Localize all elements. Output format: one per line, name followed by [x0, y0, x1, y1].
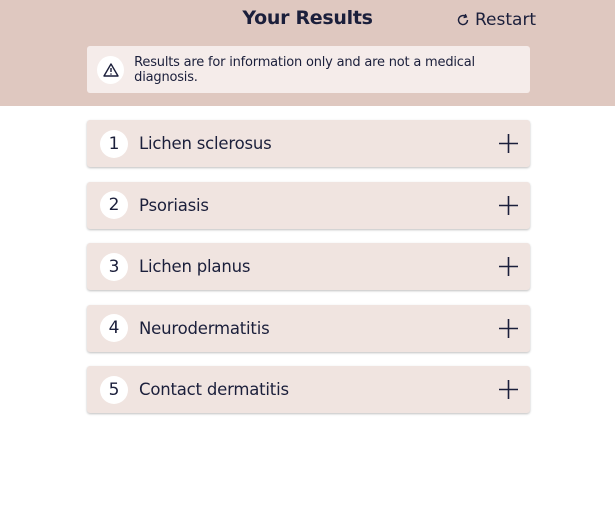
result-item-lichen-sclerosus[interactable]	[87, 120, 530, 167]
refresh-icon	[456, 13, 470, 27]
page-title: Your Results	[242, 7, 373, 29]
result-item-neurodermatitis[interactable]	[87, 305, 530, 352]
plus-icon[interactable]	[499, 257, 518, 276]
rank-badge: 5	[100, 376, 128, 404]
result-name: Contact dermatitis	[139, 380, 289, 399]
results-header	[0, 0, 615, 106]
result-name: Lichen planus	[139, 257, 251, 276]
plus-icon[interactable]	[499, 380, 518, 399]
rank-badge: 1	[100, 130, 128, 158]
result-item-lichen-planus[interactable]	[87, 243, 530, 290]
rank-badge: 4	[100, 314, 128, 342]
result-name: Psoriasis	[139, 195, 209, 215]
plus-icon[interactable]	[499, 196, 518, 215]
plus-icon[interactable]	[499, 319, 518, 338]
warning-icon	[103, 63, 119, 77]
plus-icon[interactable]	[499, 134, 518, 153]
disclaimer-text: Results are for information only and are not a medical diagnosis.	[134, 54, 475, 85]
result-name: Neurodermatitis	[139, 318, 270, 338]
results-list	[87, 120, 530, 428]
rank-badge: 3	[100, 253, 128, 281]
result-name: Lichen sclerosus	[139, 134, 272, 153]
restart-button[interactable]	[456, 9, 536, 31]
warning-badge	[97, 56, 124, 84]
result-item-contact-dermatitis[interactable]	[87, 366, 530, 413]
rank-badge: 2	[100, 191, 128, 219]
disclaimer-banner	[87, 46, 530, 93]
result-item-psoriasis[interactable]	[87, 182, 530, 229]
restart-label: Restart	[475, 10, 537, 30]
